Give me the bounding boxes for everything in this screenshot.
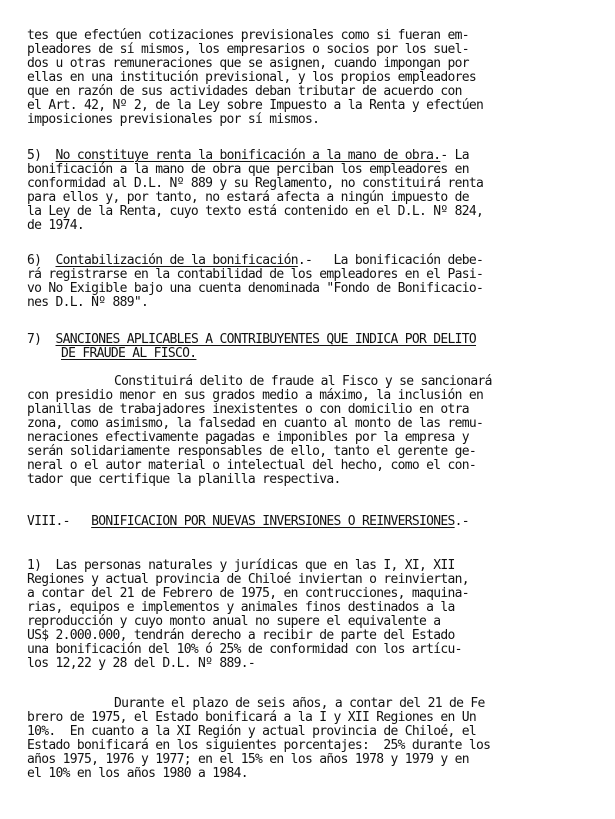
paragraph-line: serán solidariamente responsables de ello, tanto el gerente ge-: [27, 444, 476, 459]
paragraph-line: ellas en una institución previsional, y los propios empleadores: [27, 70, 476, 85]
paragraph-line: neral o el autor material o intelectual del hecho, como el con-: [27, 458, 476, 473]
paragraph-line: Durante el plazo de seis años, a contar del 21 de Fe: [114, 696, 485, 711]
paragraph-line: el 10% en los años 1980 a 1984.: [27, 766, 248, 781]
paragraph-line: tador que certifique la planilla respectiva.: [27, 472, 341, 487]
section-number: 6): [27, 253, 42, 268]
paragraph-line: US$ 2.000.000, tendrán derecho a recibir de parte del Estado: [27, 628, 455, 643]
section-number: 7): [27, 332, 42, 347]
paragraph-line: con presidio menor en sus grados medio a máximo, la inclusión en: [27, 388, 484, 403]
section-7-heading-line: [27, 333, 476, 347]
paragraph-line: bonificación a la mano de obra que perciban los empleadores en: [27, 162, 469, 177]
paragraph-line: Regiones y actual provincia de Chiloé inviertan o reinviertan,: [27, 572, 469, 587]
paragraph-line: a contar del 21 de Febrero de 1975, en contrucciones, maquina-: [27, 586, 469, 601]
paragraph-line: 10%. En cuanto a la XI Región y actual provincia de Chiloé, el: [27, 724, 476, 739]
paragraph-line: una bonificación del 10% ó 25% de conformidad con los artícu-: [27, 642, 462, 657]
paragraph-line: imposiciones previsionales por sí mismos.: [27, 112, 320, 127]
paragraph-line: planillas de trabajadores inexistentes o con domicilio en otra: [27, 402, 469, 417]
paragraph-line: tes que efectúen cotizaciones previsionales como si fueran em-: [27, 28, 469, 43]
paragraph-line: la Ley de la Renta, cuyo texto está contenido en el D.L. Nº 824,: [27, 204, 484, 219]
paragraph-line: dos u otras remuneraciones que se asignen, cuando impongan por: [27, 56, 469, 71]
paragraph-line: nes D.L. Nº 889".: [27, 295, 149, 310]
section-8-heading-line: [27, 515, 469, 529]
section-title: BONIFICACION POR NUEVAS INVERSIONES O REINVERSIONES: [91, 514, 455, 529]
section-title-cont: DE FRAUDE AL FISCO.: [61, 346, 197, 361]
paragraph-line: el Art. 42, Nº 2, de la Ley sobre Impuesto a la Renta y efectúen: [27, 98, 484, 113]
section-title: SANCIONES APLICABLES A CONTRIBUYENTES QUE INDICA POR DELITO: [55, 332, 477, 347]
section-5-heading-line: [27, 149, 469, 163]
paragraph-line: vo No Exigible bajo una cuenta denominada "Fondo de Bonificacio-: [27, 281, 484, 296]
section-6-heading-line: [27, 254, 483, 268]
heading-tail: .-: [454, 514, 469, 529]
paragraph-line: Estado bonificará en los siguientes porcentajes: 25% durante los: [27, 738, 491, 753]
paragraph-line: los 12,22 y 28 del D.L. Nº 889.-: [27, 656, 256, 671]
subsection-1-first-line: [27, 559, 455, 573]
section-number: 1): [27, 558, 42, 573]
heading-tail: - La: [440, 148, 469, 163]
paragraph-line: reproducción y cuyo monto anual no supere el equivalente a: [27, 614, 441, 629]
section-number: 5): [27, 148, 42, 163]
paragraph-line: para ellos y, por tanto, no estará afecta a ningún impuesto de: [27, 190, 469, 205]
paragraph-line: de 1974.: [27, 218, 85, 233]
paragraph-line: zona, como asimismo, la falsedad en cuanto al monto de las remu-: [27, 416, 484, 431]
section-title: Contabilización de la bonificación: [55, 253, 298, 268]
paragraph-line: conformidad al D.L. Nº 889 y su Reglamento, no constituirá renta: [27, 176, 484, 191]
section-title: No constituye renta la bonificación a la mano de obra.: [55, 148, 441, 163]
paragraph-line: que en razón de sus actividades deban tributar de acuerdo con: [27, 84, 462, 99]
paragraph-line: brero de 1975, el Estado bonificará a la I y XII Regiones en Un: [27, 710, 476, 725]
paragraph-line: rá registrarse en la contabilidad de los empleadores en el Pasi-: [27, 267, 484, 282]
paragraph-text: Las personas naturales y jurídicas que en las I, XI, XII: [55, 558, 455, 573]
paragraph-line: neraciones efectivamente pagadas e imponibles por la empresa y: [27, 430, 469, 445]
paragraph-line: años 1975, 1976 y 1977; en el 15% en los años 1978 y 1979 y en: [27, 752, 469, 767]
heading-tail: .- La bonificación debe-: [297, 253, 484, 268]
paragraph-line: Constituirá delito de fraude al Fisco y se sancionará: [114, 374, 492, 389]
section-7-heading-line-2: [61, 347, 196, 361]
paragraph-line: pleadores de sí mismos, los empresarios o socios por los suel-: [27, 42, 469, 57]
paragraph-line: rias, equipos e implementos y animales finos destinados a la: [27, 600, 455, 615]
section-number: VIII.-: [27, 514, 70, 529]
